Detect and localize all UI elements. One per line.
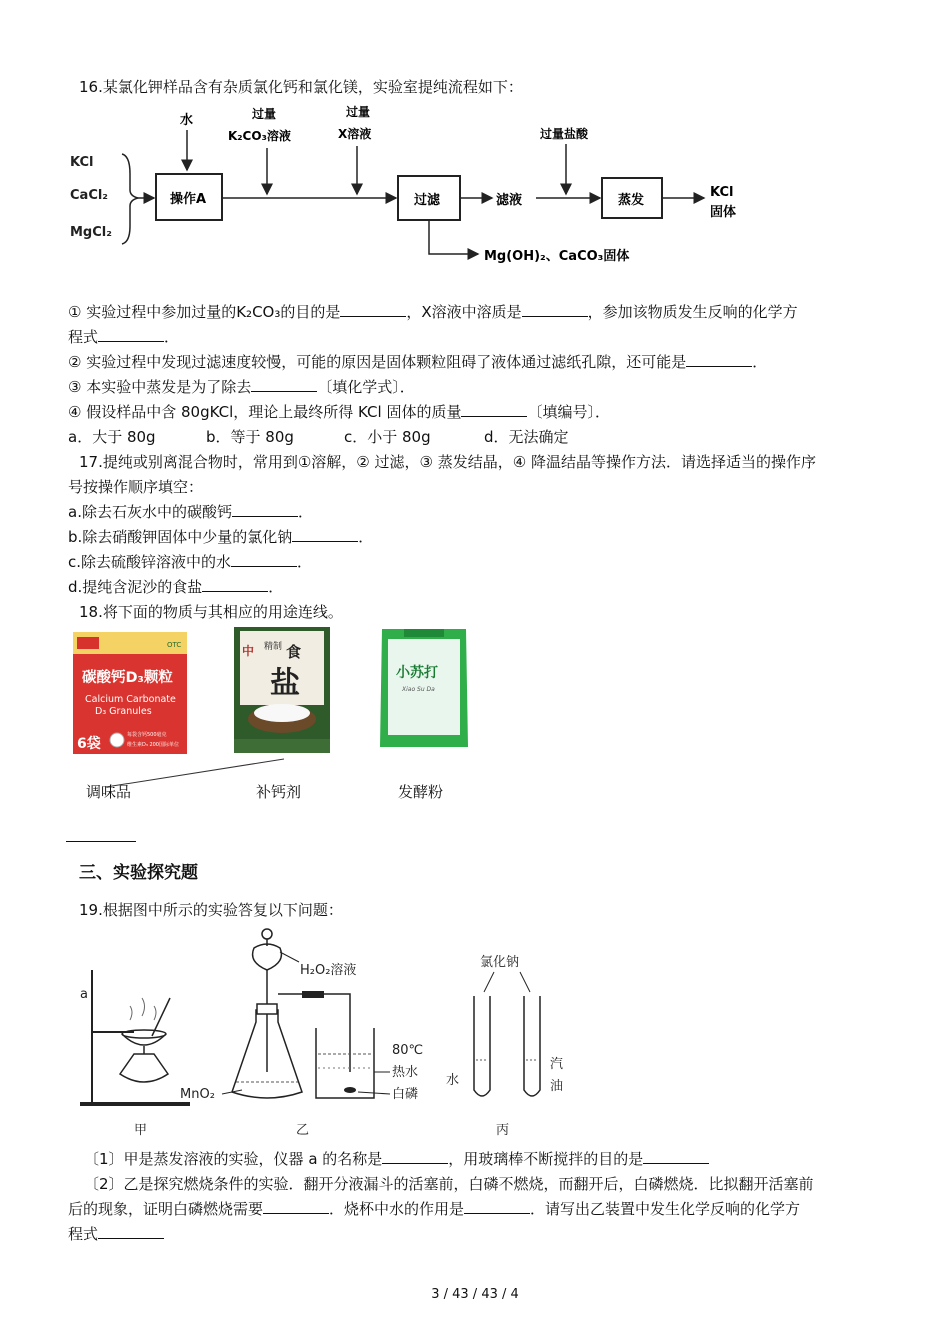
pkg2-c3: 食	[286, 643, 302, 661]
flow-opA: 操作A	[170, 192, 207, 207]
pkg2-c4: 盐	[270, 666, 300, 701]
q19-p2e: 程式	[68, 1225, 99, 1243]
fig-nacl: 氯化钠	[480, 955, 520, 970]
q18-use-seasoning: 调味品	[86, 783, 132, 801]
q19-blank5[interactable]	[98, 1224, 164, 1239]
pkg1-brand: OTC	[167, 641, 182, 649]
fig-label-a: a	[80, 987, 88, 1002]
q16-option-d[interactable]: d．无法确定	[484, 428, 569, 446]
q18-use-calcium: 补钙剂	[256, 783, 302, 801]
q19-p2c: ．烧杯中水的作用是	[329, 1200, 465, 1218]
q16-l1b: ，X溶液中溶质是	[406, 303, 522, 321]
q16-flowchart	[66, 104, 756, 276]
flow-input-kcl: KCl	[70, 155, 94, 170]
flow-hcl: 过量盐酸	[540, 127, 589, 141]
q19-p2b: 后的现象，证明白磷燃烧需要	[68, 1200, 264, 1218]
pkg1-note2: 维生素D₃ 200国际单位	[127, 742, 179, 748]
q16-l4b: 〔填编号〕．	[527, 403, 610, 421]
q17-stem1: 17.提纯或别离混合物时，常用到①溶解，② 过滤，③ 蒸发结晶，④ 降温结晶等操作方法．请选择适当的操作序	[79, 453, 816, 471]
q16-l1d: 程式	[68, 328, 99, 346]
q17-blank-a[interactable]	[232, 502, 298, 517]
pkg2-c2: 精制	[264, 642, 283, 652]
q17-b-end: ．	[358, 528, 374, 546]
q17-b-text: b.除去硝酸钾固体中少量的氯化钠	[68, 528, 293, 546]
q16-l1c: ，参加该物质发生反响的化学方	[587, 303, 798, 321]
fig-label-yi: 乙	[296, 1123, 310, 1138]
flow-k2co3-a: 过量	[252, 107, 277, 121]
q16-blank2[interactable]	[522, 302, 588, 317]
pkg1-en2: D₃ Granules	[95, 706, 152, 717]
q17-blank-d[interactable]	[202, 577, 268, 592]
fig-gasoline-1: 汽	[550, 1057, 564, 1072]
pkg2-c1: 中	[242, 644, 255, 658]
pkg1-num: 6袋	[77, 736, 101, 752]
flow-filter: 过滤	[414, 193, 441, 208]
flow-water: 水	[180, 113, 194, 128]
q17-blank-c[interactable]	[231, 552, 297, 567]
q16-option-c[interactable]: c．小于 80g	[344, 428, 431, 446]
q19-figure	[74, 922, 594, 1142]
q16-l1a: ① 实验过程中参加过量的K₂CO₃的目的是	[68, 303, 341, 321]
q16-blank6[interactable]	[461, 402, 527, 417]
q17-blank-b[interactable]	[292, 527, 358, 542]
divider	[66, 841, 136, 842]
q19-blank2[interactable]	[643, 1149, 709, 1164]
q16-option-b[interactable]: b．等于 80g	[206, 428, 294, 446]
q17-a-end: ．	[297, 503, 313, 521]
q16-line1-cont	[68, 326, 179, 348]
q19-p1b: ，用玻璃棒不断搅拌的目的是	[448, 1150, 644, 1168]
fig-hot-water: 热水	[392, 1065, 419, 1080]
q16-line3	[68, 376, 415, 398]
q17-d-end: ．	[268, 578, 284, 596]
q17-c-text: c.除去硫酸锌溶液中的水	[68, 553, 232, 571]
q19-blank3[interactable]	[263, 1199, 329, 1214]
q18-use-leavening: 发酵粉	[398, 783, 444, 801]
calcium-carbonate-package-image	[73, 632, 187, 754]
q17-d	[68, 576, 283, 598]
flow-product-b: 固体	[710, 205, 737, 220]
pkg1-en1: Calcium Carbonate	[85, 694, 176, 705]
section-3-title: 三、实验探究题	[79, 863, 198, 883]
pkg3-title: 小苏打	[396, 665, 438, 681]
fig-label-bing: 丙	[496, 1123, 510, 1138]
q19-blank4[interactable]	[464, 1199, 530, 1214]
fig-mno2: MnO₂	[180, 1087, 215, 1102]
flow-x-b: X溶液	[338, 127, 372, 141]
q16-l3b: 〔填化学式〕．	[317, 378, 415, 396]
q19-p2d: ．请写出乙装置中发生化学反响的化学方	[530, 1200, 801, 1218]
flow-k2co3-b: K₂CO₃溶液	[228, 129, 291, 143]
fig-h2o2: H₂O₂溶液	[300, 963, 357, 978]
q16-blank3[interactable]	[98, 327, 164, 342]
q16-blank1[interactable]	[340, 302, 406, 317]
flow-brace	[122, 154, 138, 244]
q16-line1	[68, 301, 798, 323]
flow-product-a: KCl	[710, 185, 734, 200]
fig-white-phosphorus: 白磷	[392, 1087, 419, 1102]
q17-d-text: d.提纯含泥沙的食盐	[68, 578, 203, 596]
q16-line4	[68, 401, 610, 423]
q19-part2-line3	[68, 1223, 164, 1245]
q16-stem: 16.某氯化钾样品含有杂质氯化钙和氯化镁，实验室提纯流程如下：	[79, 78, 523, 96]
baking-soda-package-image	[378, 625, 470, 753]
pkg3-sub: Xiao Su Da	[402, 686, 435, 693]
q18-stem: 18.将下面的物质与其相应的用途连线。	[79, 603, 343, 621]
q16-line2	[68, 351, 767, 373]
flow-filtrate: 滤液	[496, 193, 523, 208]
q19-part2-line2	[68, 1198, 800, 1220]
fig-label-jia: 甲	[134, 1123, 148, 1138]
q16-l2a: ② 实验过程中发现过滤速度较慢，可能的原因是固体颗粒阻碍了液体通过滤纸孔隙，还可能是	[68, 353, 687, 371]
fig-gasoline-2: 油	[550, 1079, 564, 1094]
pkg1-note1: 每袋含钙500毫克	[127, 732, 167, 738]
fig-water: 水	[446, 1073, 460, 1088]
q17-stem2: 号按操作顺序填空：	[68, 478, 204, 496]
q17-a	[68, 501, 313, 523]
q19-part1	[84, 1148, 709, 1170]
flow-precipitate: Mg(OH)₂、CaCO₃固体	[484, 249, 630, 264]
q17-a-text: a.除去石灰水中的碳酸钙	[68, 503, 232, 521]
q16-l3a: ③ 本实验中蒸发是为了除去	[68, 378, 252, 396]
pkg1-title: 碳酸钙D₃颗粒	[82, 670, 173, 686]
q16-l4a: ④ 假设样品中含 80gKCl，理论上最终所得 KCl 固体的质量	[68, 403, 462, 421]
q16-l1e: ．	[164, 328, 180, 346]
flow-input-mgcl2: MgCl₂	[70, 225, 112, 240]
flow-x-a: 过量	[346, 105, 371, 119]
flow-evaporate: 蒸发	[618, 193, 645, 208]
q19-p1a: 〔1〕甲是蒸发溶液的实验，仪器 a 的名称是	[84, 1150, 383, 1168]
q17-c-end: ．	[297, 553, 313, 571]
fig-temp: 80℃	[392, 1043, 424, 1058]
q16-blank5[interactable]	[251, 377, 317, 392]
q16-blank4[interactable]	[686, 352, 752, 367]
q16-l2b: ．	[752, 353, 768, 371]
flow-input-cacl2: CaCl₂	[70, 188, 109, 203]
q19-stem: 19.根据图中所示的实验答复以下问题：	[79, 901, 343, 919]
q19-part2-line1: 〔2〕乙是探究燃烧条件的实验．翻开分液漏斗的活塞前，白磷不燃烧，而翻开后，白磷燃烧．比拟翻开活塞前	[84, 1175, 814, 1193]
q17-b	[68, 526, 373, 548]
refined-salt-package-image	[234, 627, 330, 753]
q19-blank1[interactable]	[382, 1149, 448, 1164]
page-number: 3 / 43 / 43 / 4	[431, 1287, 519, 1302]
q17-c	[68, 551, 312, 573]
q16-option-a[interactable]: a．大于 80g	[68, 428, 156, 446]
pkg1-clock-icon	[110, 733, 124, 747]
